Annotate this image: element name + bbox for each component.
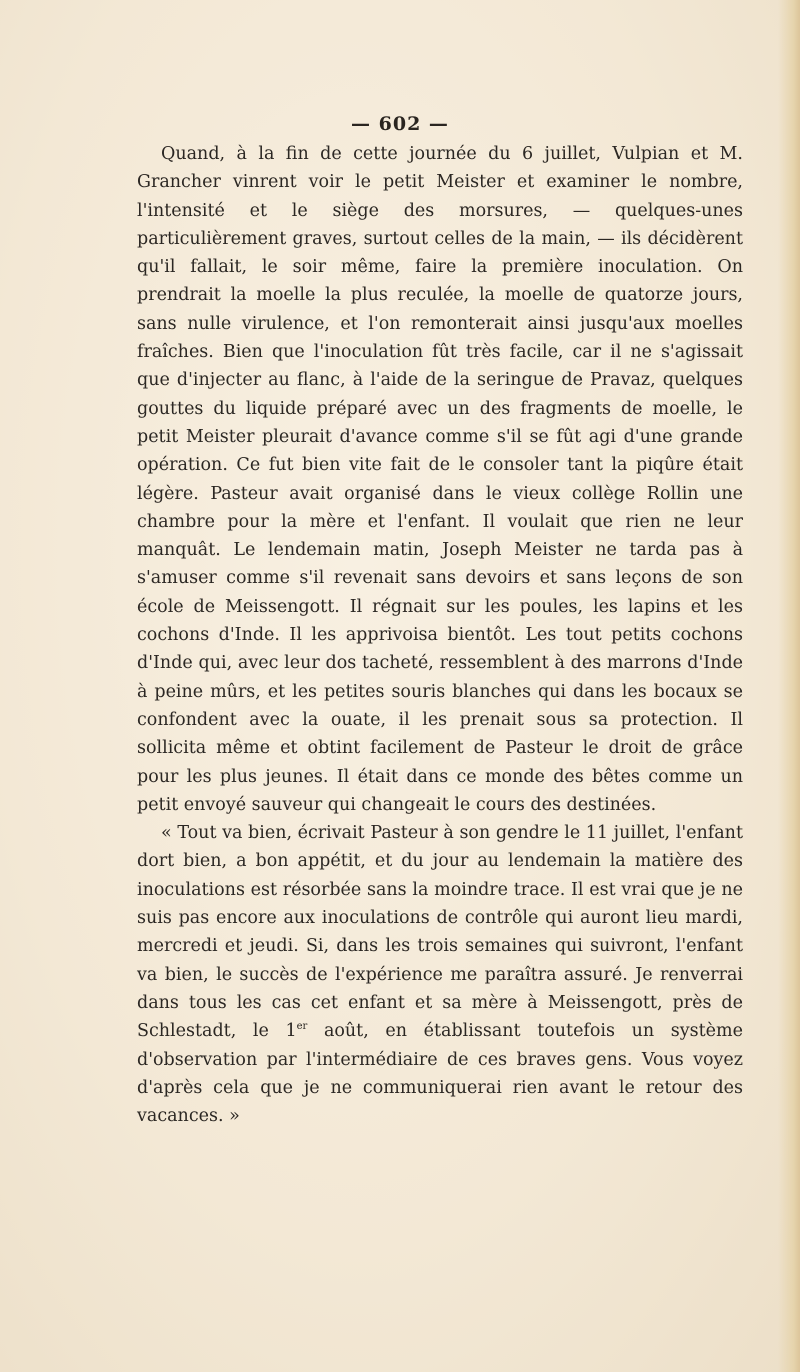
paragraph-1: Quand, à la fin de cette journée du 6 juillet, Vulpian et M. Grancher vinrent voir le petit Meister et examiner le nombre, l'intensité et le siège des morsures, — quelques-unes particulièrement graves, surtout celles de la main, — ils décidèrent qu'il fallait, le soir même, faire la première inoculation. On prendrait la moelle la plus reculée, la moelle de quatorze jours, sans nulle virulence, et l'on remonterait ainsi jusqu'aux moelles fraîches. Bien que l'inoculation fût très facile, car il ne s'agissait que d'injecter au flanc, à l'aide de la seringue de Pravaz, quelques gouttes du liquide préparé avec un des fragments de moelle, le petit Meister pleurait d'avance comme s'il se fût agi d'une grande opération. Ce fut bien vite fait de le consoler tant la piqûre était légère. Pasteur avait organisé dans le vieux collège Rollin une chambre pour la mère et l'enfant. Il voulait que rien ne leur manquât. Le lendemain matin, Joseph Meister ne tarda pas à s'amuser comme s'il revenait sans devoirs et sans leçons de son école de Meissengott. Il régnait sur les poules, les lapins et les cochons d'Inde. Il les apprivoisa bientôt. Les tout petits cochons d'Inde qui, avec leur dos tacheté, ressemblent à des marrons d'Inde à peine mûrs, et les petites souris blanches qui dans les bocaux se confondent avec la ouate, il les prenait sous sa protection. Il sollicita même et obtint facilement de Pasteur le droit de grâce pour les plus jeunes. Il était dans ce monde des bêtes comme un petit envoyé sauveur qui changeait le cours des destinées.	[137, 144, 743, 815]
page-number: — 602 —	[351, 113, 449, 135]
paragraph-2	[137, 819, 743, 1130]
paragraph-2-part-2: août, en établissant toutefois un système d'observation par l'intermédiaire de ces braves gens. Vous voyez d'après cela que je ne communiquerai rien avant le retour des vacances. »	[137, 1021, 743, 1127]
body-text	[137, 140, 743, 1130]
ordinal-superscript: er	[296, 1021, 308, 1033]
page-edge-shadow	[778, 0, 800, 1372]
paragraph-2-part-1: « Tout va bien, écrivait Pasteur à son gendre le 11 juillet, l'enfant dort bien, a bon appétit, et du jour au lendemain la matière des inoculations est résorbée sans la moindre trace. Il est vrai que je ne suis pas encore aux inoculations de contrôle qui auront lieu mardi, mercredi et jeudi. Si, dans les trois semaines qui suivront, l'enfant va bien, le succès de l'expérience me paraîtra assuré. Je renverrai dans tous les cas cet enfant et sa mère à Meissengott, près de Schlestadt, le 1	[137, 823, 743, 1042]
